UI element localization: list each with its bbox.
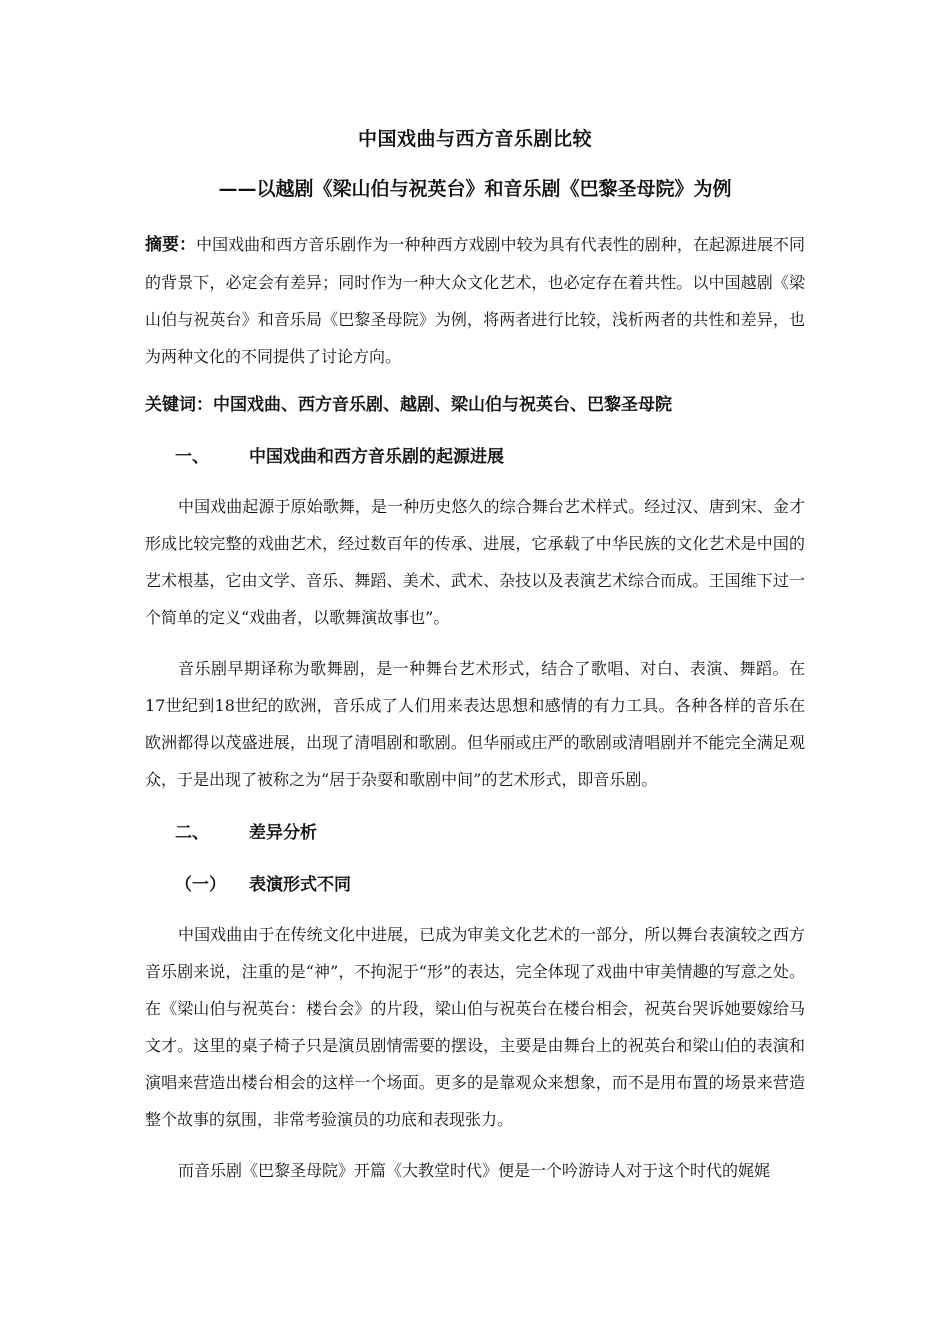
subsection-1-heading	[175, 872, 575, 898]
section-1-heading	[175, 444, 675, 470]
section-2-number: 二、	[175, 823, 209, 843]
section-1-paragraph-1: 中国戏曲起源于原始歌舞，是一种历史悠久的综合舞台艺术样式。经过汉、唐到宋、金才形成比较完整的戏曲艺术，经过数百年的传承、进展，它承载了中华民族的文化艺术是中国的艺术根基，它由文学、音乐、舞蹈、美术、武术、杂技以及表演艺术综合而成。王国维下过一个简单的定义“戏曲者，以歌舞演故事也”。	[145, 497, 805, 627]
subsection-1-number: （一）	[175, 875, 226, 895]
abstract-text: 中国戏曲和西方音乐剧作为一种种西方戏剧中较为具有代表性的剧种，在起源进展不同的背景下，必定会有差异；同时作为一种大众文化艺术，也必定存在着共性。以中国越剧《梁山伯与祝英台》和音乐局《巴黎圣母院》为例，将两者进行比较，浅析两者的共性和差异，也为两种文化的不同提供了讨论方向。	[145, 235, 805, 366]
section-2-heading	[175, 820, 575, 846]
subsection-1-paragraph-1: 中国戏曲由于在传统文化中进展，已成为审美文化艺术的一部分，所以舞台表演较之西方音乐剧来说，注重的是“神”，不拘泥于“形”的表达，完全体现了戏曲中审美情趣的写意之处。在《梁山伯与祝英台：楼台会》的片段，梁山伯与祝英台在楼台相会，祝英台哭诉她要嫁给马文才。这里的桌子椅子只是演员剧情需要的摆设，主要是由舞台上的祝英台和梁山伯的表演和演唱来营造出楼台相会的这样一个场面。更多的是靠观众来想象，而不是用布置的场景来营造整个故事的氛围，非常考验演员的功底和表现张力。	[145, 925, 805, 1129]
page-subtitle: ——以越剧《梁山伯与祝英台》和音乐剧《巴黎圣母院》为例	[218, 178, 732, 200]
subsection-1-title: 表演形式不同	[249, 875, 351, 895]
section-1-number: 一、	[175, 447, 209, 467]
section-1-paragraph-2: 音乐剧早期译称为歌舞剧，是一种舞台艺术形式，结合了歌唱、对白、表演、舞蹈。在17世纪到18世纪的欧洲，音乐成了人们用来表达思想和感情的有力工具。各种各样的音乐在欧洲都得以茂盛进展，出现了清唱剧和歌剧。但华丽或庄严的歌剧或清唱剧并不能完全满足观众，于是出现了被称之为“居于杂耍和歌剧中间”的艺术形式，即音乐剧。	[145, 659, 805, 789]
section-2-title: 差异分析	[249, 823, 317, 843]
page-title: 中国戏曲与西方音乐剧比较	[357, 128, 592, 150]
section-1-title: 中国戏曲和西方音乐剧的起源进展	[249, 447, 504, 467]
subsection-1-paragraph-2: 而音乐剧《巴黎圣母院》开篇《大教堂时代》便是一个吟游诗人对于这个时代的娓娓	[178, 1161, 771, 1180]
keywords-line: 关键词：中国戏曲、西方音乐剧、越剧、梁山伯与祝英台、巴黎圣母院	[145, 395, 672, 415]
abstract-label: 摘要：	[145, 235, 197, 255]
abstract-paragraph	[145, 226, 805, 375]
